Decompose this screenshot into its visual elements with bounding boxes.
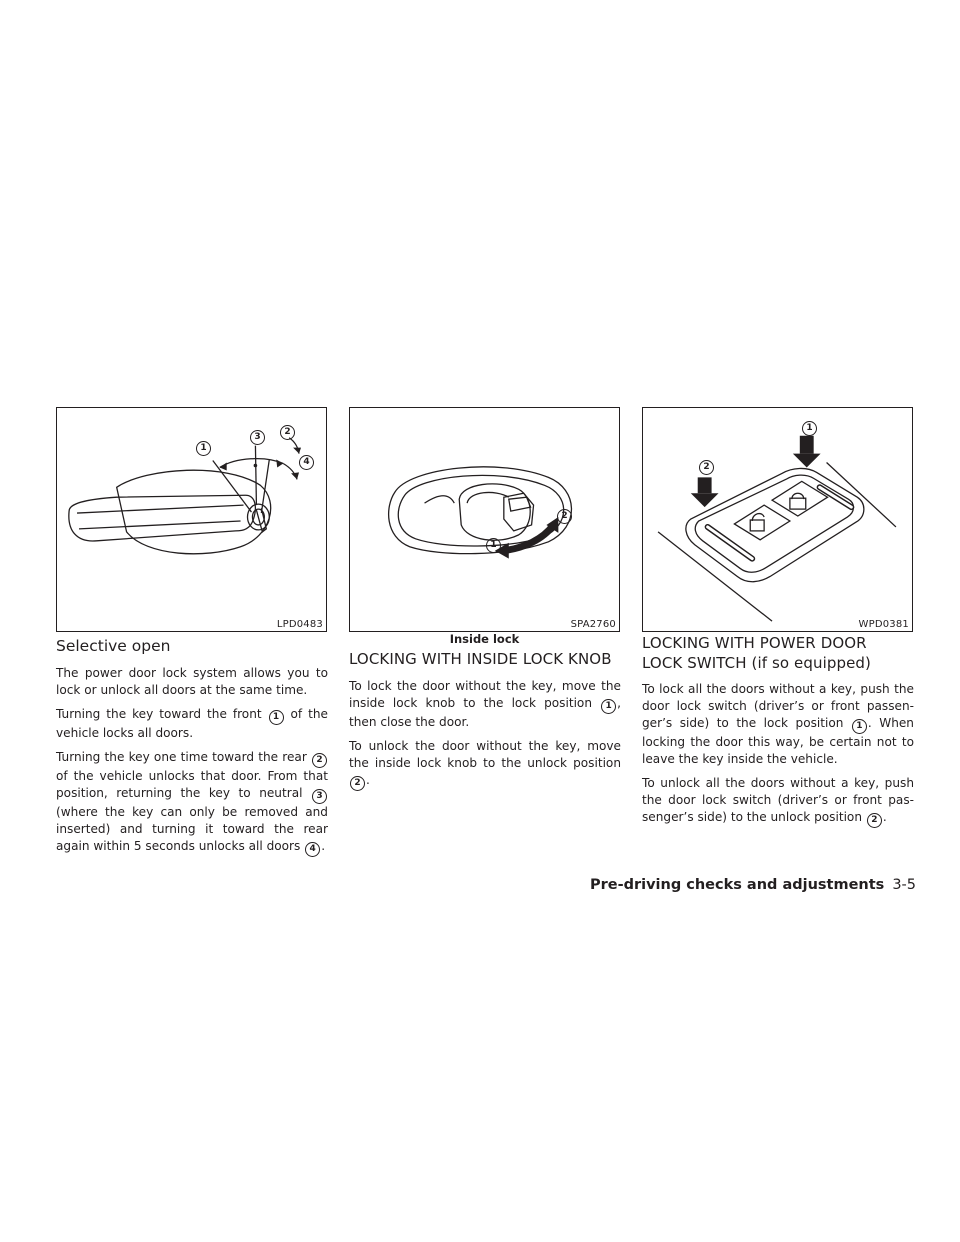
callout-ref-4: 4	[305, 842, 320, 857]
figure-code: WPD0381	[858, 619, 909, 630]
figure-inside-lock	[349, 407, 620, 632]
column-power-door-lock	[642, 633, 914, 835]
callout-ref-2: 2	[867, 813, 882, 828]
callout-2: 2	[699, 460, 714, 475]
heading-selective-open: Selective open	[56, 637, 171, 655]
figure-caption: Inside lock	[449, 632, 520, 646]
callout-2: 2	[557, 509, 572, 524]
callout-1: 1	[802, 421, 817, 436]
callout-4: 4	[299, 455, 314, 470]
callout-1: 1	[486, 538, 501, 553]
inside-lock-illustration	[350, 408, 619, 631]
column-inside-lock-knob	[349, 649, 621, 798]
door-handle-illustration	[57, 408, 326, 631]
figure-code: SPA2760	[570, 619, 616, 630]
callout-ref-2: 2	[312, 753, 327, 768]
callout-2: 2	[280, 425, 295, 440]
column-selective-open	[56, 636, 328, 864]
power-lock-switch-illustration	[643, 408, 912, 631]
callout-1: 1	[196, 441, 211, 456]
paragraph: To lock the door without the key, move the inside lock knob to the lock position 1 , then close the door.	[349, 679, 621, 729]
callout-ref-1: 1	[601, 699, 616, 714]
page-footer	[590, 877, 916, 893]
footer-section-title: Pre-driving checks and adjustments	[589, 877, 885, 893]
paragraph: To unlock the door without the key, move the inside lock knob to the unlock position 2 .	[349, 738, 621, 791]
callout-ref-1: 1	[852, 719, 867, 734]
paragraph: The power door lock system allows you to lock or unlock all doors at the same time.	[56, 666, 328, 697]
page-number: 3-5	[892, 877, 916, 893]
figure-door-handle	[56, 407, 327, 632]
callout-ref-1: 1	[269, 710, 284, 725]
callout-ref-3: 3	[312, 789, 327, 804]
heading-power-door-lock: LOCKING WITH POWER DOOR LOCK SWITCH (if so equipped)	[642, 634, 871, 672]
paragraph: Turning the key toward the front 1 of the vehicle locks all doors.	[56, 707, 328, 740]
paragraph: Turning the key one time toward the rear 2 of the vehicle unlocks that door. From that position, returning the key to neutral 3 (where the key can only be removed and inserted) and turning it toward the rear again within 5 seconds unlocks all doors 4 .	[56, 749, 328, 857]
figure-power-lock-switch	[642, 407, 913, 632]
paragraph: To unlock all the doors without a key, push the door lock switch (driver’s or front pas-senger’s side) to the unlock position 2 .	[642, 775, 914, 828]
paragraph: To lock all the doors without a key, push the door lock switch (driver’s or front passen-ger’s side) to the lock position 1 . When locking the door this way, be certain not to leave the key inside the vehicle.	[642, 682, 914, 766]
heading-inside-lock-knob: LOCKING WITH INSIDE LOCK KNOB	[349, 650, 612, 668]
figure-code: LPD0483	[276, 619, 323, 630]
callout-ref-2: 2	[350, 776, 365, 791]
callout-3: 3	[250, 430, 265, 445]
